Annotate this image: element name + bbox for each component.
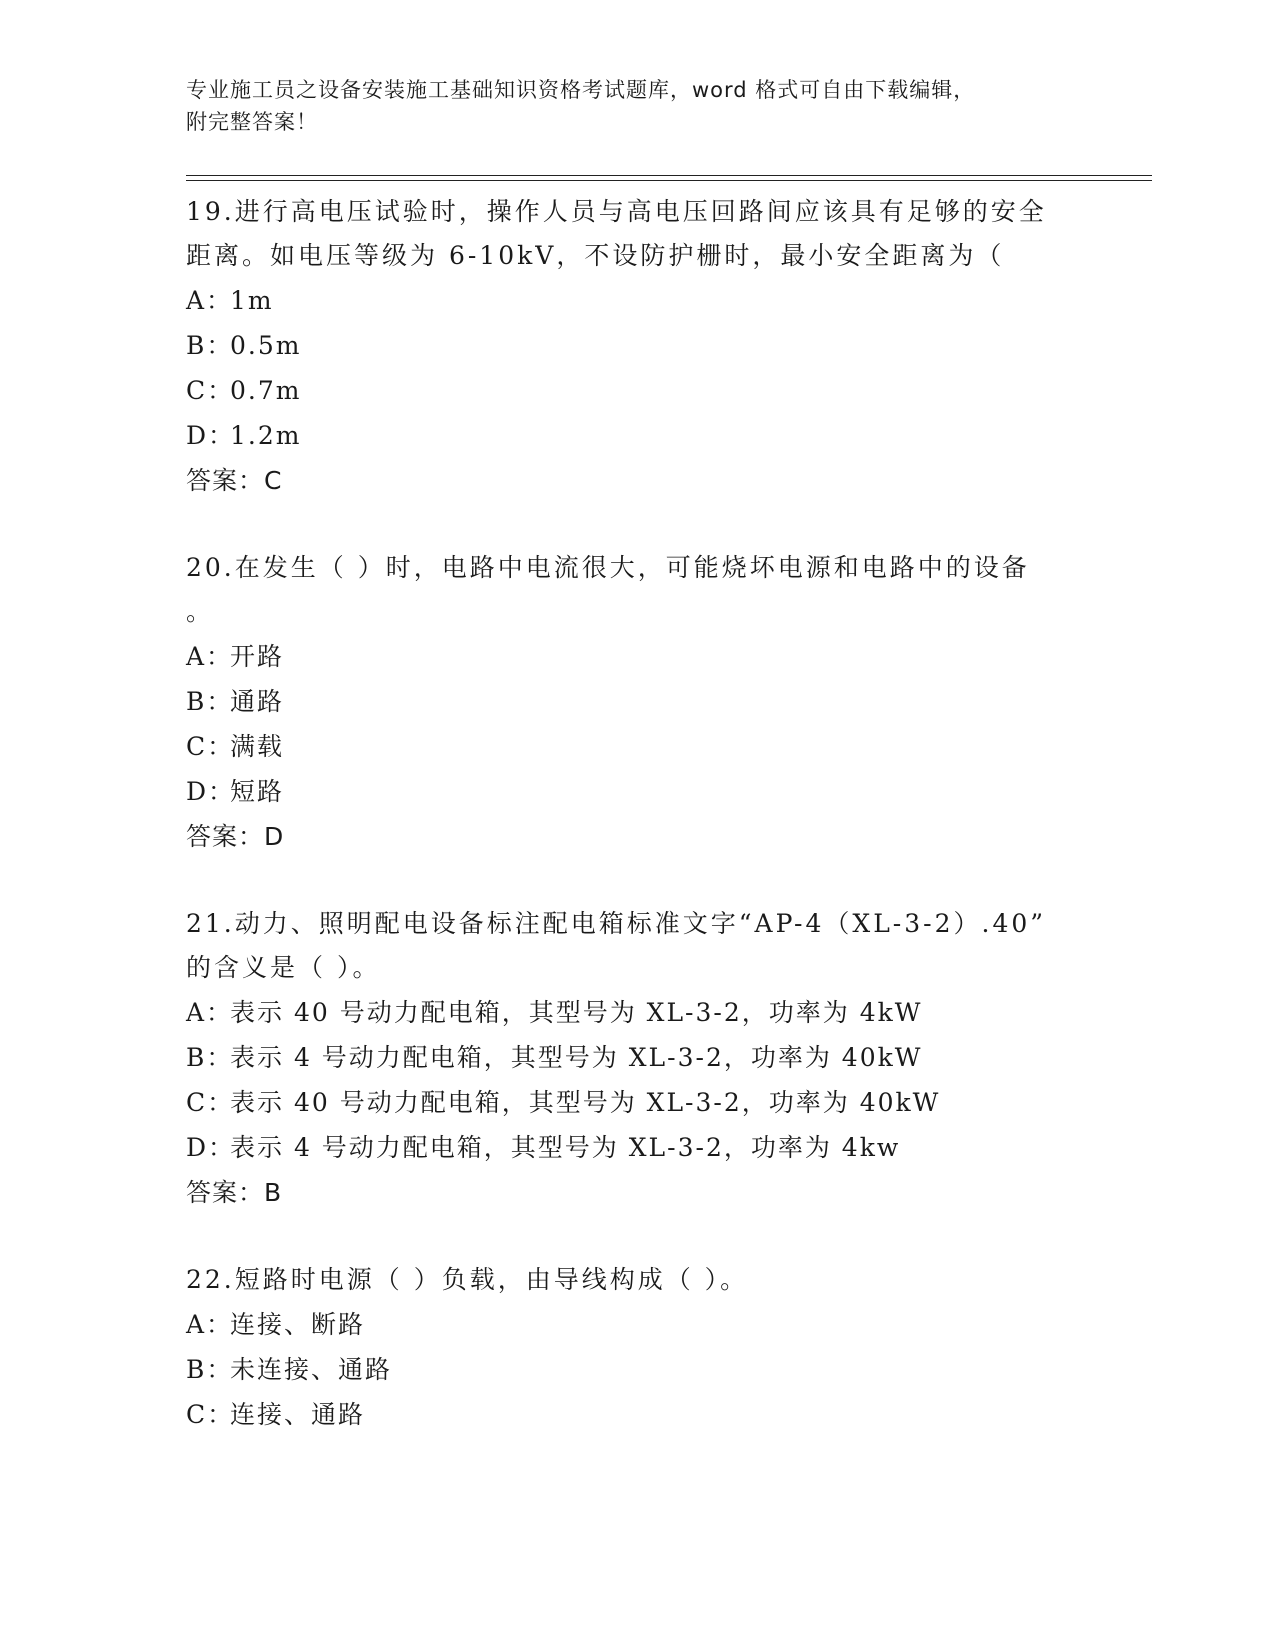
question-22	[186, 1258, 1086, 1437]
answer-label: 答案：	[186, 466, 265, 495]
option-key: C：	[186, 1400, 235, 1429]
question-stem	[186, 902, 1086, 990]
option-text: 未连接、通路	[230, 1355, 393, 1384]
question-stem-line: 21.动力、照明配电设备标注配电箱标准文字“AP-4（XL-3-2）.40”	[186, 909, 1047, 938]
answer-label: 答案：	[186, 822, 265, 851]
option-b	[186, 1035, 1086, 1080]
option-text: 1m	[230, 286, 274, 315]
option-text: 通路	[230, 687, 285, 716]
question-stem-line: 的含义是（ ）。	[186, 953, 381, 982]
question-stem	[186, 546, 1086, 634]
answer-value: B	[264, 1178, 283, 1207]
option-d	[186, 769, 1086, 814]
option-b	[186, 1347, 1086, 1392]
question-stem-line: 20.在发生（ ）时，电路中电流很大，可能烧坏电源和电路中的设备	[186, 553, 1030, 582]
answer-line	[186, 814, 1086, 860]
option-text: 表示 4 号动力配电箱，其型号为 XL-3-2，功率为 4kw	[230, 1133, 901, 1162]
question-stem-line: 距离。如电压等级为 6-10kV，不设防护栅时，最小安全距离为（	[186, 241, 1005, 270]
option-d	[186, 1125, 1086, 1170]
option-text: 连接、通路	[230, 1400, 366, 1429]
answer-line	[186, 1170, 1086, 1216]
answer-line	[186, 458, 1086, 504]
option-key: B：	[186, 687, 234, 716]
option-a	[186, 990, 1086, 1035]
document-header	[186, 74, 1086, 138]
option-text: 表示 40 号动力配电箱，其型号为 XL-3-2，功率为 4kW	[230, 998, 923, 1027]
question-20	[186, 546, 1086, 860]
option-key: C：	[186, 732, 235, 761]
option-text: 开路	[230, 642, 285, 671]
question-stem	[186, 1258, 1086, 1302]
option-c	[186, 1080, 1086, 1125]
option-key: D：	[186, 1133, 236, 1162]
option-text: 表示 4 号动力配电箱，其型号为 XL-3-2，功率为 40kW	[230, 1043, 923, 1072]
question-list	[186, 190, 1086, 1479]
option-key: A：	[186, 286, 234, 315]
option-key: C：	[186, 1088, 235, 1117]
answer-value: D	[264, 822, 285, 851]
option-key: A：	[186, 642, 234, 671]
option-text: 短路	[230, 777, 285, 806]
option-a	[186, 1302, 1086, 1347]
option-c	[186, 1392, 1086, 1437]
option-key: D：	[186, 421, 236, 450]
option-b	[186, 679, 1086, 724]
option-a	[186, 278, 1086, 323]
option-text: 表示 40 号动力配电箱，其型号为 XL-3-2，功率为 40kW	[230, 1088, 941, 1117]
question-stem-line: 19.进行高电压试验时，操作人员与高电压回路间应该具有足够的安全	[186, 197, 1047, 226]
option-key: B：	[186, 1355, 234, 1384]
question-21	[186, 902, 1086, 1216]
question-19	[186, 190, 1086, 504]
question-stem-line: 22.短路时电源（ ）负载，由导线构成（ ）。	[186, 1265, 749, 1294]
option-text: 满载	[230, 732, 285, 761]
option-c	[186, 724, 1086, 769]
option-key: B：	[186, 331, 234, 360]
option-key: D：	[186, 777, 236, 806]
answer-value: C	[264, 466, 283, 495]
question-stem	[186, 190, 1086, 278]
option-text: 1.2m	[230, 421, 302, 450]
option-b	[186, 323, 1086, 368]
header-line-1: 专业施工员之设备安装施工基础知识资格考试题库，word 格式可自由下载编辑，	[186, 78, 976, 102]
option-key: A：	[186, 1310, 234, 1339]
header-line-2: 附完整答案！	[186, 110, 318, 134]
option-key: B：	[186, 1043, 234, 1072]
option-text: 0.5m	[230, 331, 302, 360]
question-stem-line: 。	[186, 597, 215, 626]
option-c	[186, 368, 1086, 413]
option-key: C：	[186, 376, 235, 405]
answer-label: 答案：	[186, 1178, 265, 1207]
header-rule-top	[186, 175, 1152, 176]
header-rule-bottom	[186, 180, 1152, 181]
option-key: A：	[186, 998, 234, 1027]
option-a	[186, 634, 1086, 679]
option-text: 0.7m	[230, 376, 302, 405]
option-text: 连接、断路	[230, 1310, 366, 1339]
option-d	[186, 413, 1086, 458]
